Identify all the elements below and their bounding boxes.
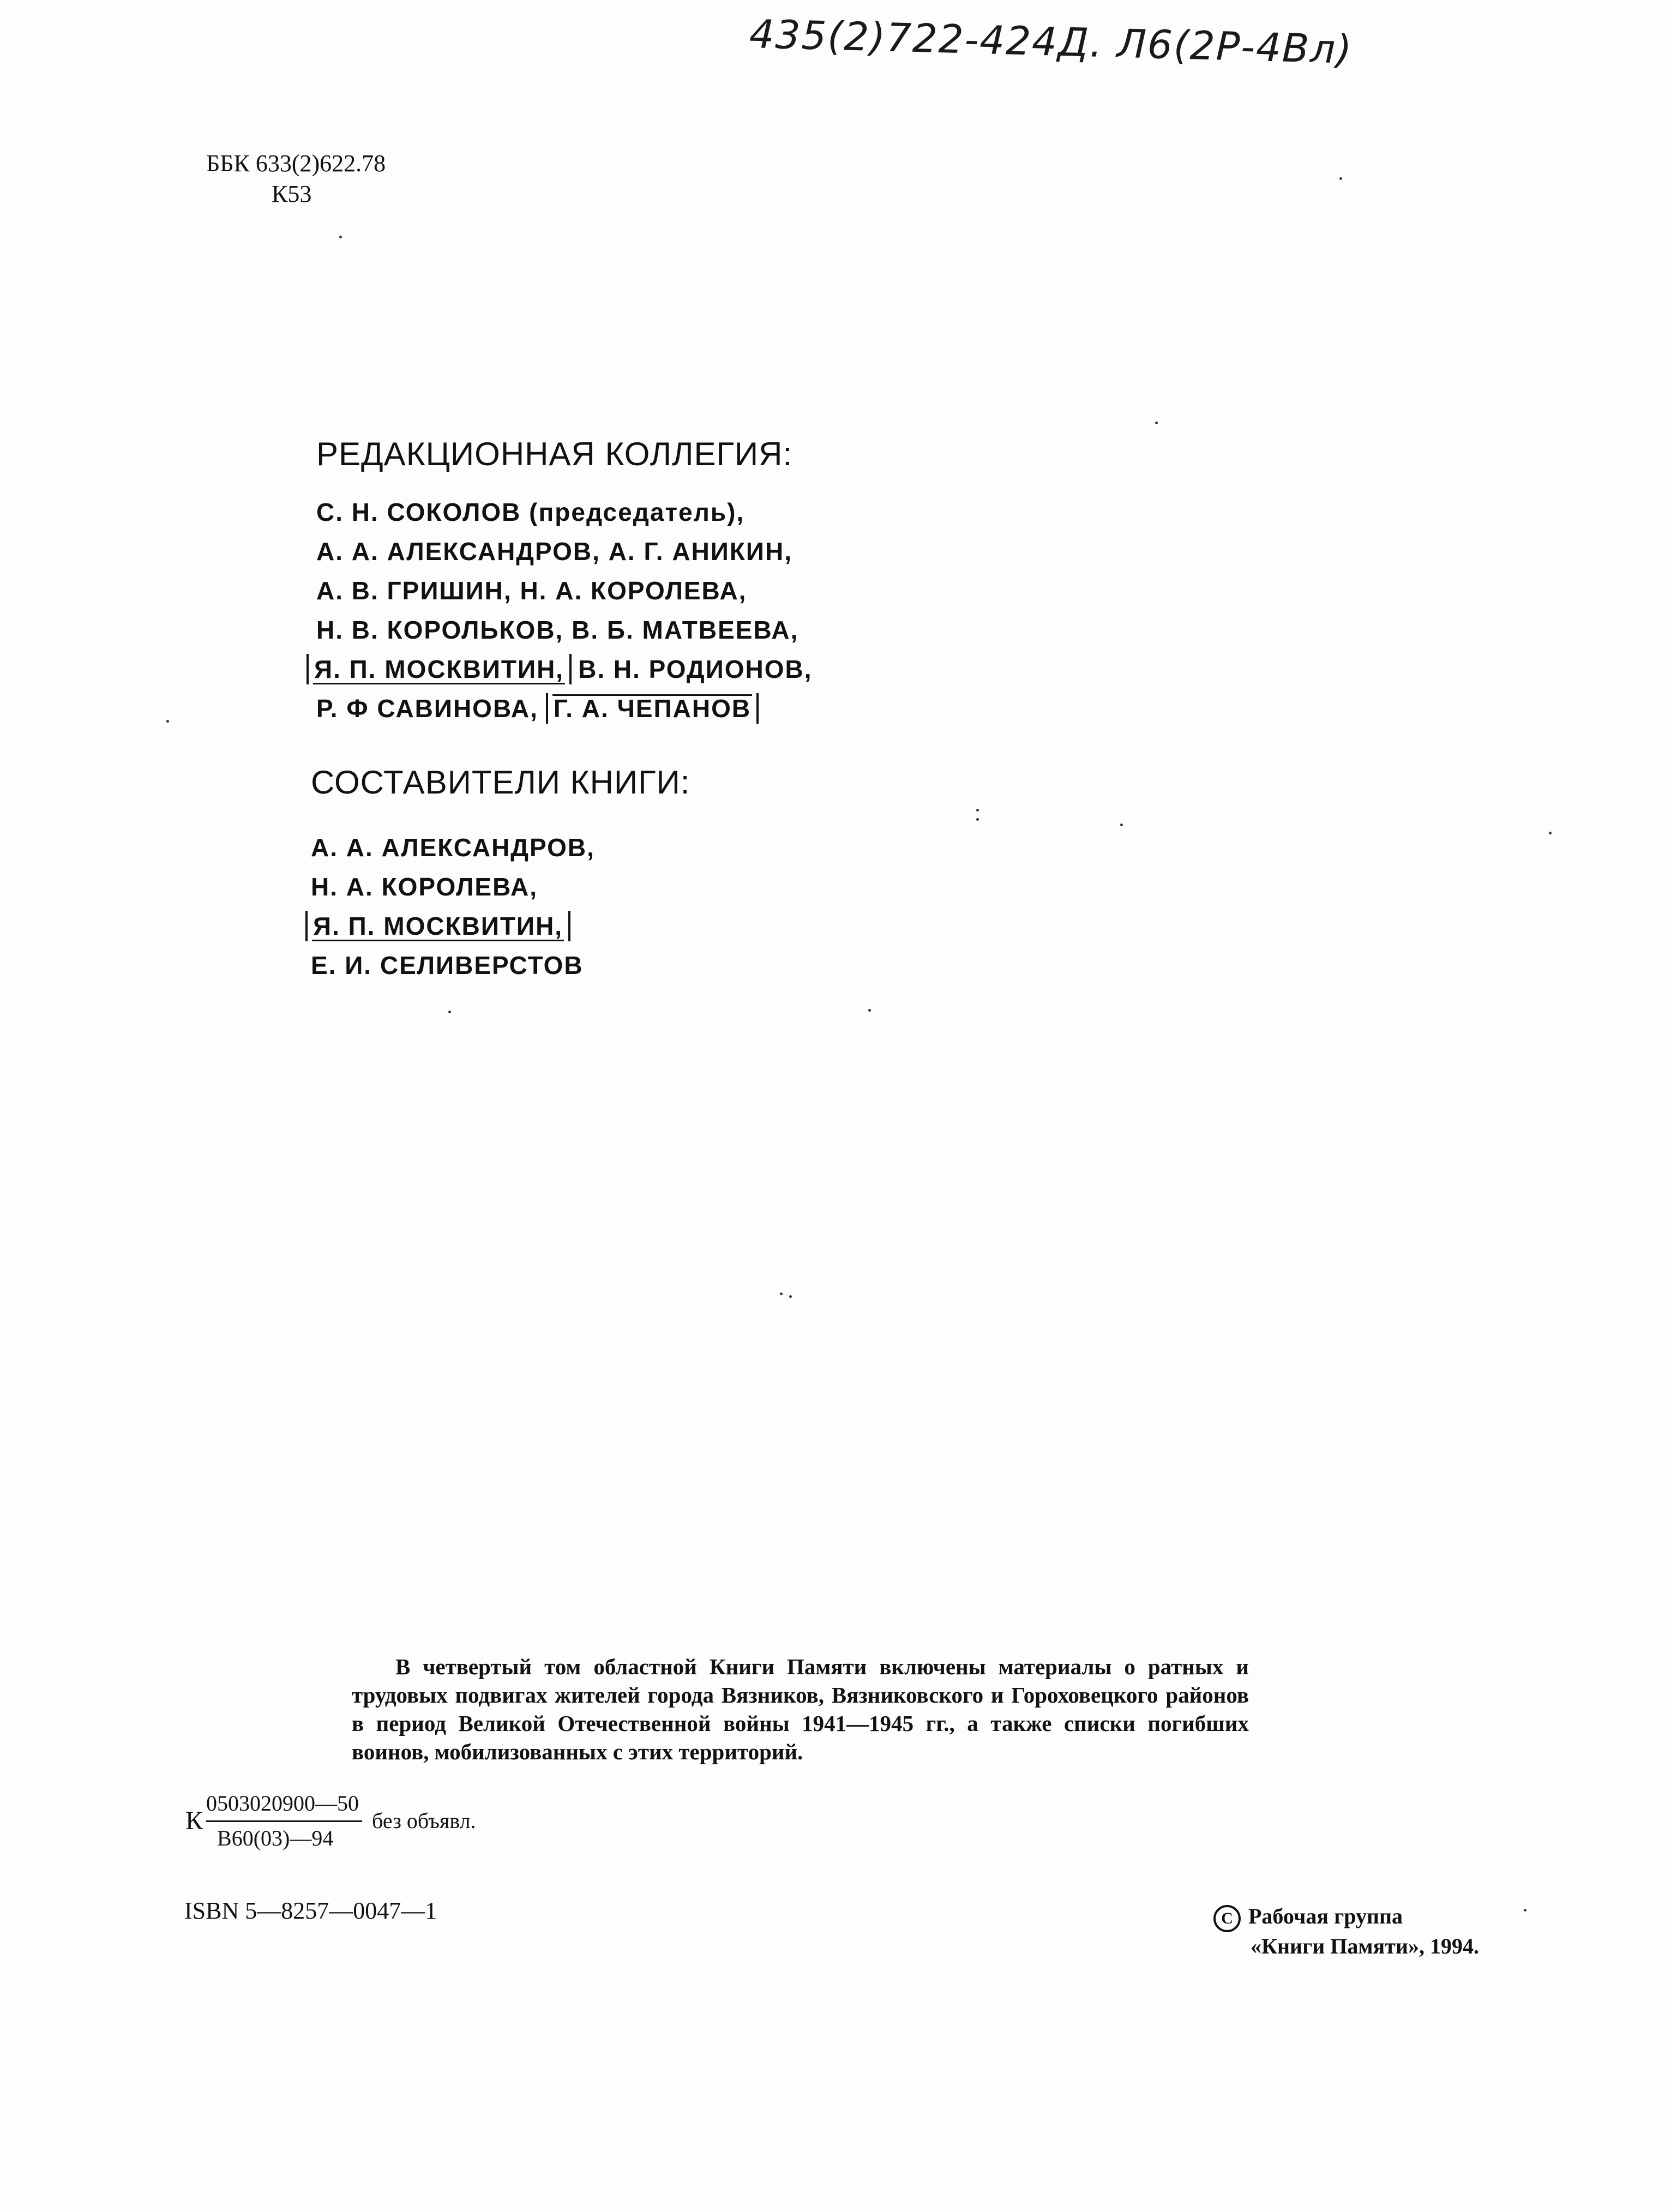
scan-speck (1155, 422, 1158, 424)
handwritten-shelf-mark: 435(2)722-424Д. Л6(2Р-4Вл) (748, 11, 1354, 73)
editorial-line-2: А. А. АЛЕКСАНДРОВ, А. Г. АНИКИН, (316, 537, 792, 566)
scan-speck (166, 720, 169, 723)
editorial-line-5 (306, 650, 813, 689)
compiler-line-1: А. А. АЛЕКСАНДРОВ, (311, 833, 595, 862)
catalog-denominator: В60(03)—94 (217, 1826, 334, 1850)
scan-speck (1549, 832, 1552, 834)
editorial-line-3: А. В. ГРИШИН, Н. А. КОРОЛЕВА, (316, 576, 747, 605)
memorial-box-chepanov: Г. А. ЧЕПАНОВ (546, 693, 759, 724)
memorial-box-moskvitin-2: Я. П. МОСКВИТИН, (305, 911, 570, 941)
editorial-board-heading: РЕДАКЦИОННАЯ КОЛЛЕГИЯ: (316, 436, 793, 472)
author-mark: К53 (272, 181, 312, 207)
bbk-classification (206, 148, 386, 209)
scan-speck (976, 809, 979, 812)
compiler-line-3 (305, 906, 595, 946)
compiler-line-2: Н. А. КОРОЛЕВА, (311, 873, 538, 901)
compilers-heading: СОСТАВИТЕЛИ КНИГИ: (311, 764, 690, 801)
annotation-paragraph (352, 1652, 1249, 1766)
editorial-line-5-rest: В. Н. РОДИОНОВ, (578, 655, 813, 683)
scan-speck (976, 818, 979, 821)
copyright-line-1: Рабочая группа (1248, 1904, 1403, 1928)
copyright-line-2: «Книги Памяти», 1994. (1251, 1933, 1480, 1958)
scan-speck (780, 1293, 783, 1295)
editorial-line-6-start: Р. Ф САВИНОВА, (316, 694, 538, 723)
editorial-line-1: С. Н. СОКОЛОВ (председатель), (316, 498, 745, 526)
catalog-fraction (185, 1790, 476, 1851)
scan-speck (1120, 824, 1123, 826)
catalog-numerator: 0503020900—50 (206, 1790, 362, 1822)
editorial-line-6 (316, 689, 813, 728)
compilers-list (311, 828, 595, 985)
catalog-note: без объявл. (372, 1808, 476, 1833)
scan-speck (1524, 1909, 1526, 1912)
scan-speck (448, 1011, 451, 1013)
copyright-icon: С (1213, 1905, 1241, 1932)
compiler-line-4: Е. И. СЕЛИВЕРСТОВ (311, 951, 584, 979)
copyright-block (1213, 1902, 1479, 1961)
annotation-text: В четвертый том областной Книги Памяти включены материалы о ратных и трудовых подвигах жителей города Вязников, Вязниковского и Гороховецкого районов в период Великой Отечественной войны 1941—1945 гг., а также списки погибших воинов, мобилизованных с этих территорий. (352, 1654, 1249, 1764)
editorial-line-4: Н. В. КОРОЛЬКОВ, В. Б. МАТВЕЕВА, (316, 616, 799, 644)
bbk-code: ББК 633(2)622.78 (206, 150, 386, 177)
scan-speck (868, 1009, 871, 1012)
scan-speck (339, 236, 342, 238)
scan-speck (1339, 177, 1342, 180)
isbn: ISBN 5—8257—0047—1 (184, 1897, 437, 1924)
memorial-box-moskvitin: Я. П. МОСКВИТИН, (306, 654, 572, 684)
editorial-board-list (316, 492, 813, 728)
scan-speck (789, 1295, 792, 1298)
catalog-letter: К (185, 1806, 203, 1835)
